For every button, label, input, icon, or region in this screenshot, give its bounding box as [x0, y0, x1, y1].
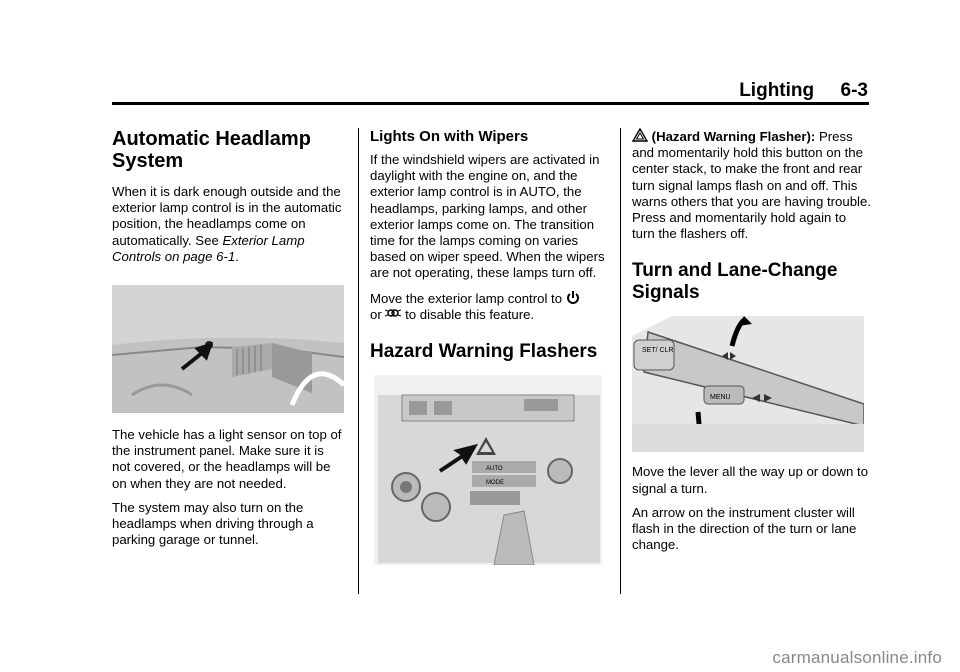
- subtitle-lights-on-with-wipers: Lights On with Wipers: [370, 128, 529, 145]
- paragraph-hazard-flasher: [632, 128, 872, 242]
- hazard-triangle-icon: [632, 129, 648, 144]
- period: .: [235, 248, 239, 264]
- paragraph-auto-headlamp: [112, 184, 344, 265]
- paragraph-disable-feature: [370, 290, 610, 323]
- auto-button-label: AUTO: [486, 466, 503, 473]
- paragraph-wipers: If the windshield wipers are activated in daylight with the engine on, and the exterior lamp control is in AUTO, the headlamps, parking lamps, and other exterior lamps come on. The transition time for the lamps coming on varies based on wiper speed. When the wipers are not operating, these lamps turn off.: [370, 152, 605, 281]
- paragraph-text: or: [370, 306, 382, 322]
- parking-lamp-icon: [385, 307, 401, 322]
- light-sensor-illustration: [112, 285, 344, 413]
- header-rule: [112, 102, 869, 105]
- power-icon: [566, 291, 580, 306]
- watermark: carmanualsonline.info: [772, 648, 942, 667]
- hazard-button-figure: [374, 375, 602, 565]
- paragraph-arrow-cluster: An arrow on the instrument cluster will flash in the direction of the turn or lane change.: [632, 504, 857, 553]
- section-title-automatic-headlamp: Automatic Headlamp System: [112, 128, 311, 172]
- light-sensor-figure: [112, 285, 344, 413]
- header-page-number: 6-3: [840, 80, 868, 101]
- paragraph-text: Press and momentarily hold this button on the center stack, to make the front and rear turn signal lamps flash on and off. This warns others that you are having trouble. Press and momentarily hold again to turn the flashers off.: [632, 129, 871, 242]
- column-3: [632, 128, 872, 561]
- mode-button-label: MODE: [486, 480, 504, 487]
- column-divider-1: [358, 128, 359, 594]
- paragraph-text: When it is dark enough outside and the exterior lamp control is in the automatic position, the headlamps come on automatically. See: [112, 184, 342, 248]
- paragraph-light-sensor: The vehicle has a light sensor on top of the instrument panel. Make sure it is not covered, or the headlamps will be on when they are not needed.: [112, 427, 342, 491]
- paragraph-move-lever: Move the lever all the way up or down to signal a turn.: [632, 464, 869, 496]
- hazard-label: (Hazard Warning Flasher):: [651, 129, 816, 144]
- section-title-hazard-warning-flashers: Hazard Warning Flashers: [370, 341, 598, 363]
- running-header: [739, 80, 868, 102]
- turn-signal-lever-figure: [632, 316, 864, 452]
- column-divider-2: [620, 128, 621, 594]
- paragraph-text: to disable this feature.: [405, 306, 535, 322]
- header-section: Lighting: [739, 80, 815, 101]
- set-clr-label: SET/ CLR: [642, 347, 674, 355]
- section-title-turn-signals: Turn and Lane-Change Signals: [632, 260, 838, 304]
- paragraph-text: Move the exterior lamp control to: [370, 290, 563, 306]
- column-2: [370, 128, 610, 565]
- turn-signal-lever-illustration: [632, 316, 864, 452]
- menu-button-label: MENU: [710, 394, 731, 402]
- cross-reference-link[interactable]: Exterior Lamp Controls on page 6-1: [112, 232, 305, 264]
- center-stack-illustration: [374, 375, 602, 565]
- paragraph-parking-garage: The system may also turn on the headlamps when driving through a parking garage or tunnel.: [112, 499, 314, 548]
- column-1: [112, 128, 344, 556]
